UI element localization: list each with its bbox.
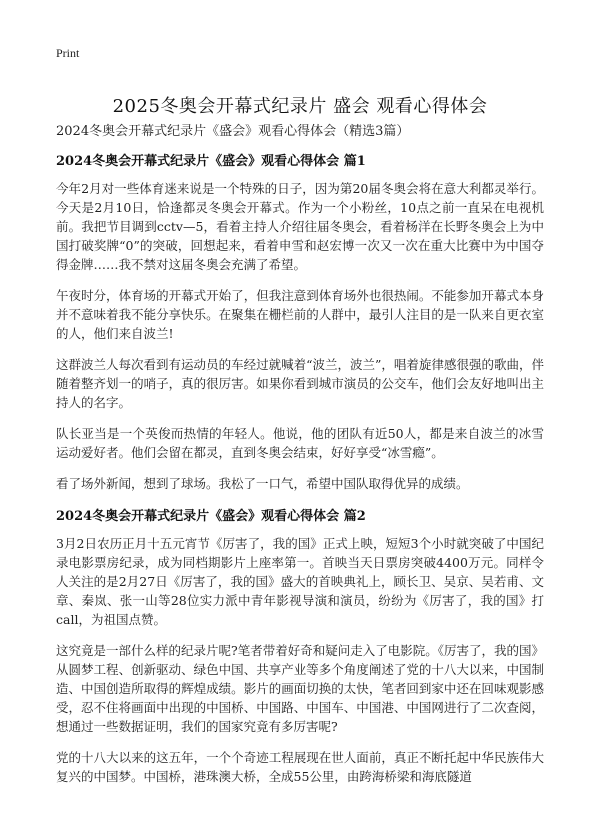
page-title: 2025冬奥会开幕式纪录片 盛会 观看心得体会 bbox=[112, 96, 488, 118]
section-2 bbox=[56, 505, 544, 786]
paragraph: 这群波兰人每次看到有运动员的车经过就喊着“波兰，波兰”，唱着旋律感很强的歌曲，伴随着整齐划一的哨子，真的很厉害。如果你看到城市演员的公交车，他们会友好地叫出主持人的名字。 bbox=[56, 357, 544, 410]
section-heading: 2024冬奥会开幕式纪录片《盛会》观看心得体会 篇2 bbox=[56, 509, 366, 524]
article-body bbox=[56, 150, 544, 798]
paragraph: 这究竟是一部什么样的纪录片呢?笔者带着好奇和疑问走入了电影院。《厉害了，我的国》从圆梦工程、创新驱动、绿色中国、共享产业等多个角度阐述了党的十八大以来，中国制造、中国创造所取得的辉煌成绩。影片的画面切换的太快，笔者回到家中还在回味观影感受，忍不住将画面中出现的中国桥、中国路、中国车、中国港、中国网进行了二次查阅，想通过一些数据证明，我们的国家究竟有多厉害呢? bbox=[56, 643, 544, 734]
paragraph: 午夜时分，体育场的开幕式开始了，但我注意到体育场外也很热闹。不能参加开幕式本身并不意味着我不能分享快乐。在聚集在栅栏前的人群中，最引人注目的是一队来自更衣室的人，他们来自波兰! bbox=[56, 288, 544, 341]
print-link[interactable]: Print bbox=[56, 46, 80, 60]
paragraph: 队长亚当是一个英俊而热情的年轻人。他说，他的团队有近50人，都是来自波兰的冰雪运动爱好者。他们会留在都灵，直到冬奥会结束，好好享受“冰雪瘾”。 bbox=[56, 426, 544, 460]
paragraph: 今年2月对一些体育迷来说是一个特殊的日子，因为第20届冬奥会将在意大利都灵举行。今天是2月10日，恰逢都灵冬奥会开幕式。作为一个小粉丝，10点之前一直呆在电视机前。我把节目调到cctv—5，看着主持人介绍往届冬奥会，看着杨洋在长野冬奥会上为中国打破奖牌“0”的突破，回想起来，看着申雪和赵宏博一次又一次在重大比赛中为中国夺得金牌……我不禁对这届冬奥会充满了希望。 bbox=[56, 181, 544, 272]
paragraph: 看了场外新闻，想到了球场。我松了一口气，希望中国队取得优异的成绩。 bbox=[56, 476, 469, 491]
paragraph: 3月2日农历正月十五元宵节《厉害了，我的国》正式上映，短短3个小时就突破了中国纪录电影票房纪录，成为同档期影片上座率第一。首映当天日票房突破4400万元。同样令人关注的是2月27日《厉害了，我的国》盛大的首映典礼上，顾长卫、吴京、吴若甫、文章、秦岚、张一山等28位实力派中青年影视导演和演员，纷纷为《厉害了，我的国》打call，为祖国点赞。 bbox=[56, 536, 544, 627]
paragraph: 党的十八大以来的这五年，一个个奇迹工程展现在世人面前，真正不断托起中华民族伟大复兴的中国梦。中国桥，港珠澳大桥，全成55公里，由跨海桥梁和海底隧道 bbox=[56, 750, 544, 784]
document-subtitle: 2024冬奥会开幕式纪录片《盛会》观看心得体会（精选3篇） bbox=[56, 124, 410, 139]
section-heading: 2024冬奥会开幕式纪录片《盛会》观看心得体会 篇1 bbox=[56, 154, 366, 169]
section-1 bbox=[56, 150, 544, 493]
